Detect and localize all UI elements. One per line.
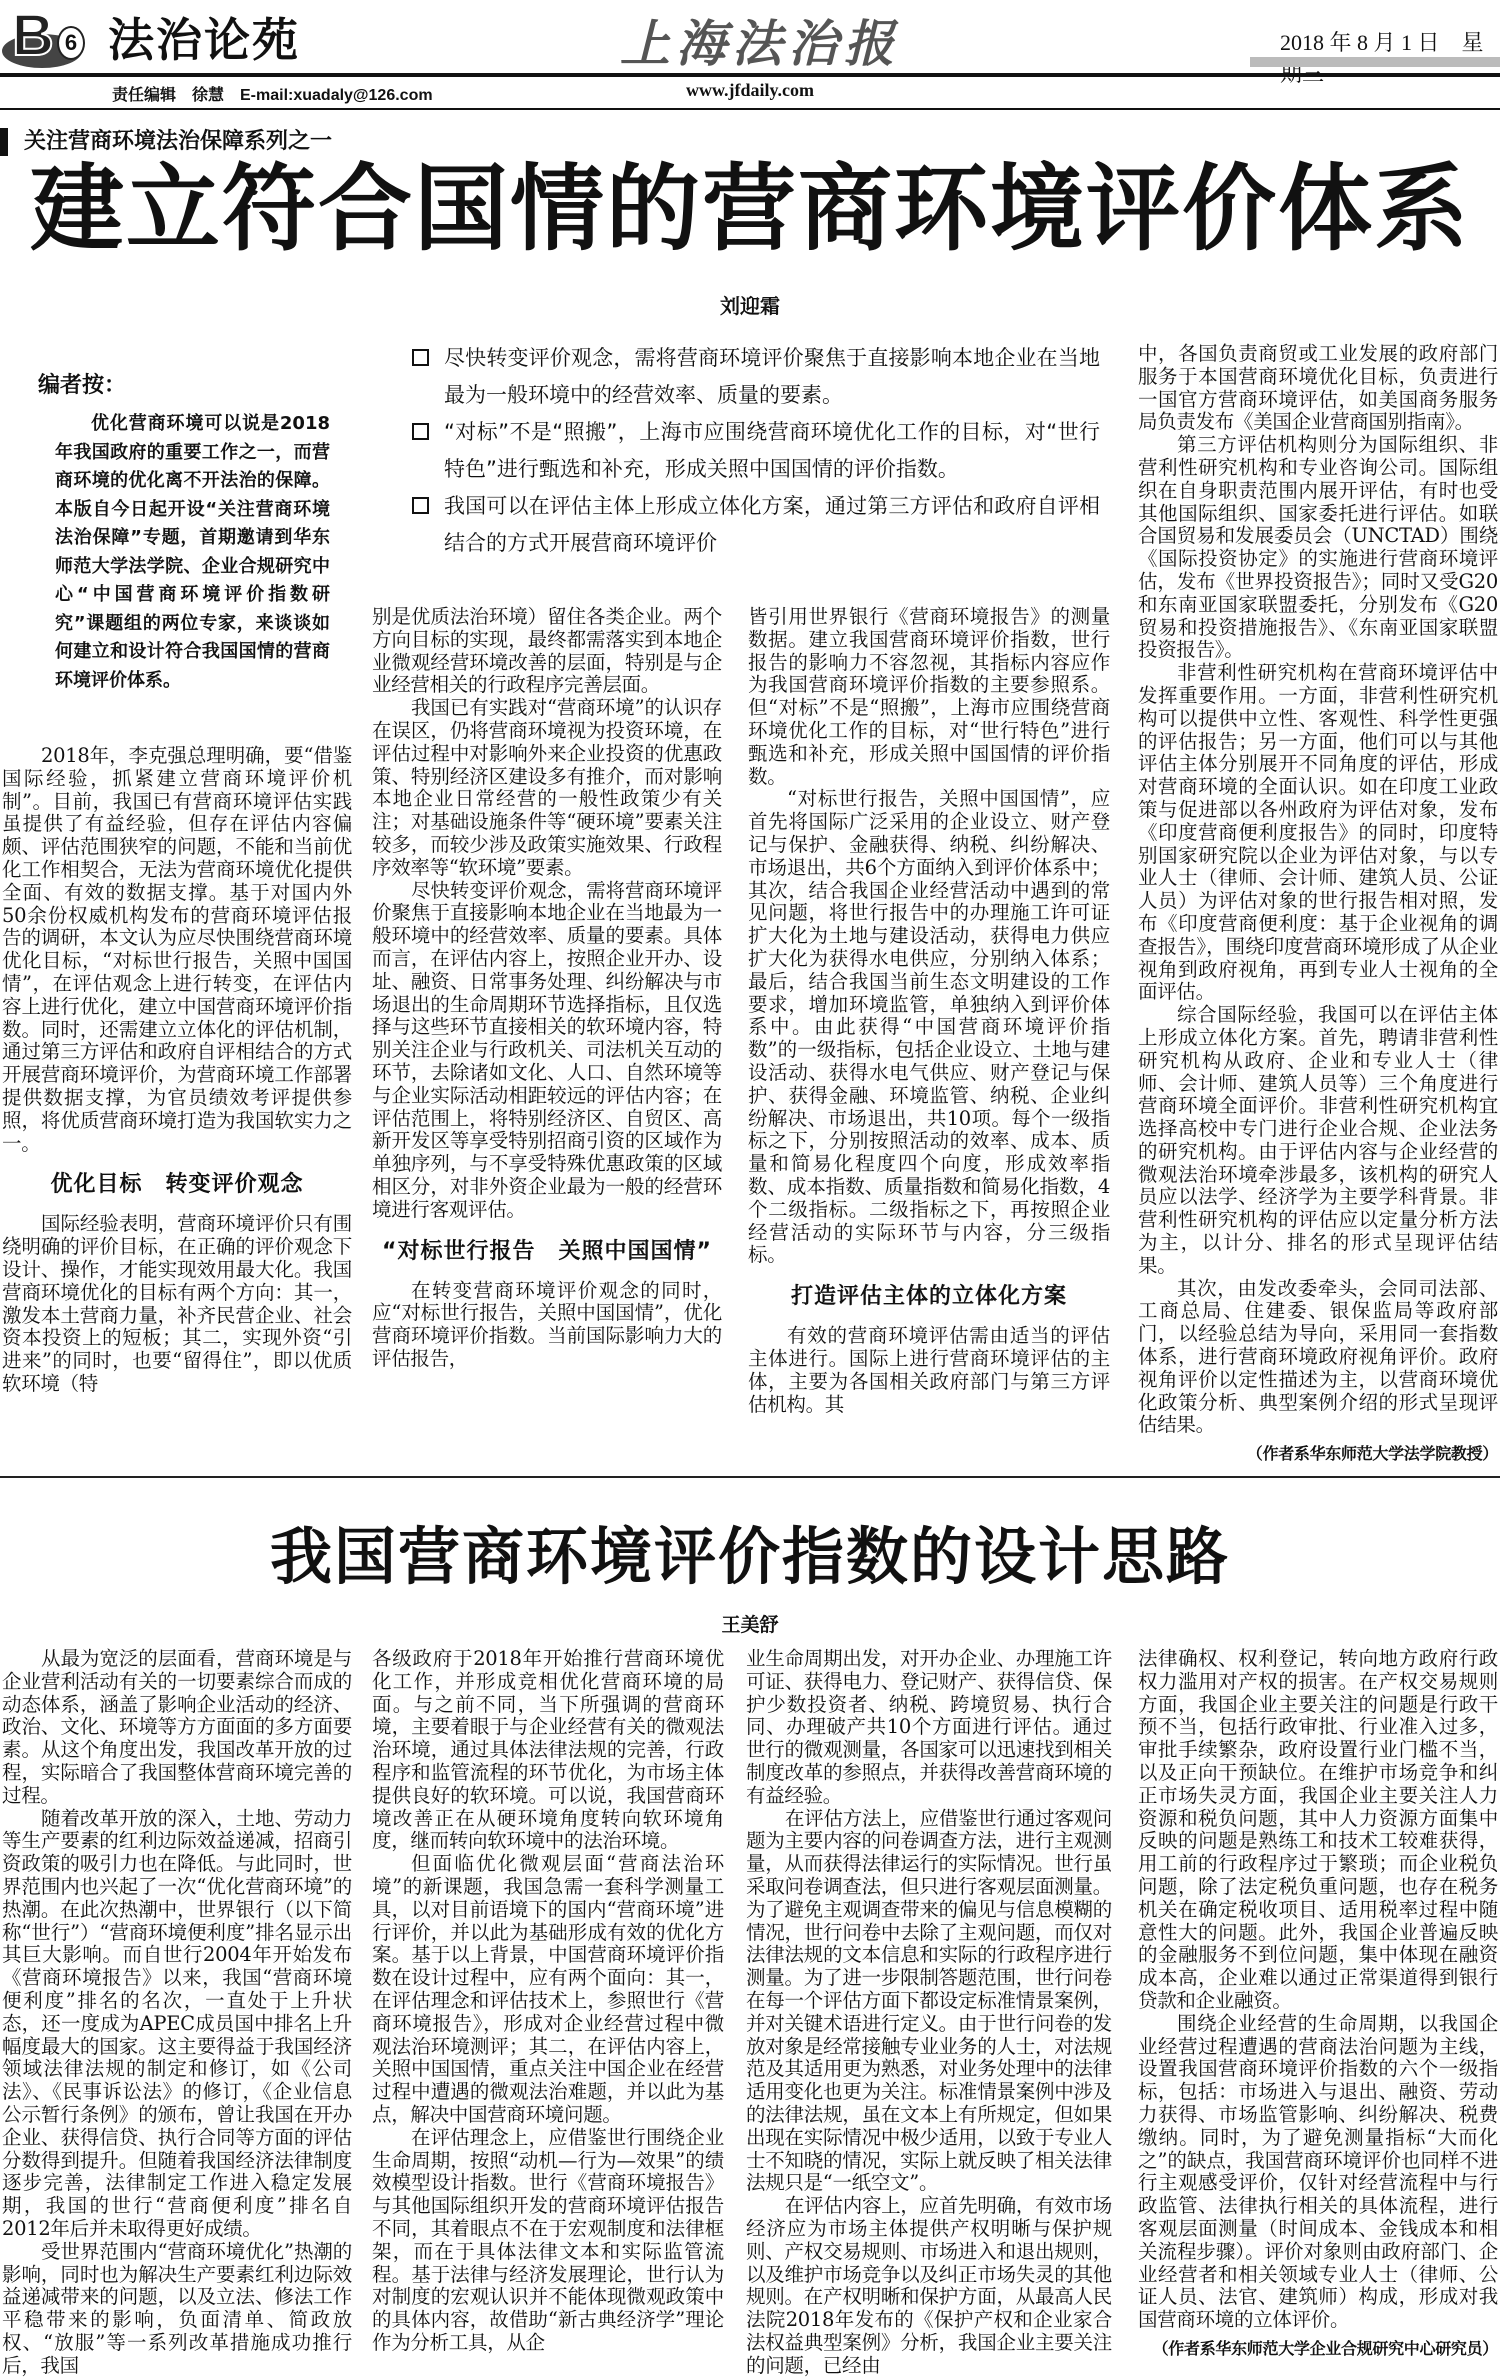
author-byline: （作者系华东师范大学企业合规研究中心研究员） — [1152, 2338, 1498, 2358]
series-kicker: 关注营商环境法治保障系列之一 — [0, 128, 332, 156]
issue-date: 2018 年 8 月 1 日 星 — [1280, 30, 1484, 55]
author-byline: （作者系华东师范大学法学院教授） — [1246, 1444, 1498, 1464]
body-paragraph: 有效的营商环境评估需由适当的评估主体进行。国际上进行营商环境评估的主体，主要为各国相关政府部门与第三方评估机构。其 — [748, 1324, 1110, 1416]
body-paragraph: 皆引用世界银行《营商环境报告》的测量数据。建立我国营商环境评价指数，世行报告的影响力不容忽视，其指标内容应作为我国营商环境评价指数的主要参照系。但“对标”不是“照搬”，上海市应围绕营商环境优化工作的目标，对“世行特色”进行甄选和补充，形成关照中国国情的评价指数。 — [748, 605, 1110, 788]
editor-info: 责任编辑 徐慧 E-mail:xuadaly@126.com — [112, 87, 433, 104]
body-paragraph: 在评估方法上，应借鉴世行通过客观问题为主要内容的问卷调查方法，进行主观测量，从而获得法律运行的实际情况。世行虽采取问卷调查法，但只进行客观层面测量。为了避免主观调查带来的偏见与信息模糊的情况，世行问卷中去除了主观问题，而仅对法律法规的文本信息和实际的行政程序进行测量。为了进一步限制答题范围，世行问卷在每一个评估方面下都设定标准情景案例，并对关键术语进行定义。由于世行问卷的发放对象是经常接触专业业务的人士，对法规范及其适用更为熟悉，对业务处理中的法律适用变化也更为关注。标准情景案例中涉及的法律法规，虽在文本上有所规定，但如果出现在实际情况中极少适用，以致于专业人士不知晓的情况，实际上就反映了相关法律法规只是“一纸空文”。 — [746, 1806, 1112, 2195]
page-letter: B — [12, 3, 54, 68]
key-point — [410, 340, 1100, 414]
body-paragraph: 从最为宽泛的层面看，营商环境是与企业营利活动有关的一切要素综合而成的动态体系，涵盖了影响企业活动的经济、政治、文化、环境等方方面面的多方面要素。从这个角度出发，我国改革开放的过程，实际暗合了我国整体营商环境完善的过程。 — [2, 1647, 352, 1807]
body-paragraph: 非营利性研究机构在营商环境评估中发挥重要作用。一方面，非营利性研究机构可以提供中立性、客观性、科学性更强的评估报告；另一方面，他们可以与其他评估主体分别展开不同角度的评估，形成对营商环境的全面认识。如在印度工业政策与促进部以各州政府为评估对象，发布《印度营商便利度报告》的同时，印度特别国家研究院以企业为评估对象，与以专业人士（律师、会计师、建筑人员、公证人员）为评估对象的世行报告相对照，发布《印度营商便利度：基于企业视角的调查报告》，围绕印度营商环境形成了从企业视角到政府视角，再到专业人士视角的全面评估。 — [1138, 661, 1498, 1004]
body-paragraph: 在评估理念上，应借鉴世行围绕企业生命周期，按照“动机—行为—效果”的绩效模型设计指数。世行《营商环境报告》与其他国际组织开发的营商环境评估报告不同，其着眼点不在于宏观制度和法律框架，而在于具体法律文本和实际监管流程。基于法律与经济发展理论，世行认为对制度的宏观认识并不能体现微观政策中的具体内容，故借助“新古典经济学”理论作为分析工具，从企 — [372, 2125, 724, 2354]
article1-column-4 — [1138, 343, 1498, 1466]
article2-author: 王美舒 — [721, 1614, 779, 1636]
article2-headline: 我国营商环境评价指数的设计思路 — [269, 1520, 1230, 1593]
checkbox-square-icon — [412, 423, 429, 440]
article1-column-3 — [748, 606, 1110, 1416]
body-paragraph: 综合国际经验，我国可以在评估主体上形成立体化方案。首先，聘请非营利性研究机构从政府、企业和专业人士（律师、会计师、建筑人员等）三个角度进行营商环境全面评价。非营利性研究机构宜选择高校中专门进行企业合规、企业法务的研究机构。由于评估内容与企业经营的微观法治环境牵涉最多，该机构的研究人员应以法学、经济学为主要学科背景。非营利性研究机构的评估应以定量分析方法为主，以计分、排名的形式呈现评估结果。 — [1138, 1003, 1498, 1277]
key-points — [410, 340, 1100, 562]
article1-headline: 建立符合国情的营商环境评价体系 — [29, 155, 1470, 264]
header-gray-bar — [1250, 57, 1500, 67]
editor-note-label: 编者按： — [38, 373, 127, 398]
page-number: 6 — [57, 26, 85, 60]
section-heading: 打造评估主体的立体化方案 — [790, 1284, 1067, 1310]
body-paragraph: 其次，由发改委牵头，会同司法部、工商总局、住建委、银保监局等政府部门，以经验总结为导向，采用同一套指数体系，进行营商环境政府视角评价。政府视角评价以定性描述为主，以营商环境优化政策分析、典型案例介绍的形式呈现评估结果。 — [1138, 1276, 1498, 1437]
body-paragraph: 随着改革开放的深入，土地、劳动力等生产要素的红利边际效益递减，招商引资政策的吸引力也在降低。与此同时，世界范围内也兴起了一次“优化营商环境”的热潮。在此次热潮中，世界银行（以下简称“世行”）“营商环境便利度”排名显示出其巨大影响。而自世行2004年开始发布《营商环境报告》以来，我国“营商环境便利度”排名的名次，一直处于上升状态，还一度成为APEC成员国中排名上升幅度最大的国家。这主要得益于我国经济领域法律法规的制定和修订，如《公司法》、《民事诉讼法》的修订，《企业信息公示暂行条例》的颁布，曾让我国在开办企业、获得信贷、执行合同等方面的评估分数得到提升。但随着我国经济法律制度逐步完善，法律制定工作进入稳定发展期，我国的世行“营商便利度”排名自2012年后并未取得更好成绩。 — [2, 1806, 352, 2240]
checkbox-square-icon — [412, 497, 429, 514]
section-heading: “对标世行报告 关照中国国情” — [382, 1238, 712, 1264]
section-name: 法治论苑 — [108, 13, 300, 67]
article2-column-4 — [1138, 1648, 1498, 2361]
website-link[interactable]: www.jfdaily.com — [686, 80, 814, 100]
page-number-logo — [2, 4, 94, 70]
article2-column-1 — [2, 1648, 352, 2378]
body-paragraph: 2018年，李克强总理明确，要“借鉴国际经验，抓紧建立营商环境评价机制”。目前，我国已有营商环境评估实践虽提供了有益经验，但存在评估内容偏颇、评估范围狭窄的问题，不能和当前优化工作相契合，无法为营商环境优化提供全面、有效的数据支撑。基于对国内外50余份权威机构发布的营商环境评估报告的调研，本文认为应尽快围绕营商环境优化目标，“对标世行报告，关照中国国情”，在评估观念上进行转变，在评估内容上进行优化，建立中国营商环境评价指数。同时，还需建立立体化的评估机制，通过第三方评估和政府自评相结合的方式开展营商环境评价，为营商环境工作部署提供数据支撑，为官员绩效考评提供参照，将优质营商环境打造为我国软实力之一。 — [2, 744, 352, 1155]
key-point-text: 尽快转变评价观念，需将营商环境评价聚焦于直接影响本地企业在当地最为一般环境中的经营效率、质量的要素。 — [444, 346, 1100, 407]
article1-column-1 — [2, 745, 352, 1396]
body-paragraph: “对标世行报告，关照中国国情”，应首先将国际广泛采用的企业设立、财产登记与保护、金融获得、纳税、纠纷解决、市场退出，共6个方面纳入到评价体系中；其次，结合我国企业经营活动中遇到的常见问题，将世行报告中的办理施工许可证扩大化为土地与建设活动，获得电力供应扩大化为获得水电供应，分别纳入体系；最后，结合我国当前生态文明建设的工作要求，增加环境监管，单独纳入到评价体系中。由此获得“中国营商环境评价指数”的一级指标，包括企业设立、土地与建设活动、获得水电气供应、财产登记与保护、获得金融、环境监管、纳税、企业纠纷解决、市场退出，共10项。每个一级指标之下，分别按照活动的效率、成本、质量和简易化程度四个向度，形成效率指数、成本指数、质量指数和简易化指数，4个二级指标。二级指标之下，再按照企业经营活动的实际环节与内容，分三级指标。 — [748, 787, 1110, 1267]
key-point-text: 我国可以在评估主体上形成立体化方案，通过第三方评估和政府自评相结合的方式开展营商环境评价 — [444, 494, 1100, 555]
header-rule — [0, 73, 1500, 77]
key-point-text: “对标”不是“照搬”，上海市应围绕营商环境优化工作的目标，对“世行特色”进行甄选和补充，形成关照中国国情的评价指数。 — [444, 420, 1100, 481]
body-paragraph: 法律确权、权利登记，转向地方政府行政权力滥用对产权的损害。在产权交易规则方面，我国企业主要关注的问题是行政干预不当，包括行政审批、行业准入过多，审批手续繁杂，政府设置行业门槛不当，以及正向干预缺位。在维护市场竞争和纠正市场失灵方面，我国企业主要关注人力资源和税负问题，其中人力资源方面集中反映的问题是熟练工和技术工较难获得，用工前的行政程序过于繁琐；而企业税负问题，除了法定税负重问题，也存在税务机关在确定税收项目、适用税率过程中随意性大的问题。此外，我国企业普遍反映的金融服务不到位问题，集中体现在融资成本高，企业难以通过正常渠道得到银行贷款和企业融资。 — [1138, 1647, 1498, 2012]
body-paragraph: 别是优质法治环境）留住各类企业。两个方向目标的实现，最终都需落实到本地企业微观经营环境改善的层面，特别是与企业经营相关的行政程序完善层面。 — [372, 605, 722, 697]
body-paragraph: 但面临优化微观层面“营商法治环境”的新课题，我国急需一套科学测量工具，以对目前语境下的国内“营商环境”进行评价，并以此为基础形成有效的优化方案。基于以上背景，中国营商环境评价指数在设计过程中，应有两个面向：其一，在评估理念和评估技术上，参照世行《营商环境报告》，形成对企业经营过程中微观法治环境测评；其二，在评估内容上，关照中国国情，重点关注中国企业在经营过程中遭遇的微观法治难题，并以此为基点，解决中国营商环境问题。 — [372, 1852, 724, 2126]
section-heading: 优化目标 转变评价观念 — [50, 1172, 304, 1198]
body-paragraph: 第三方评估机构则分为国际组织、非营利性研究机构和专业咨询公司。国际组织在自身职责范围内展开评估，有时也受其他国际组织、国家委托进行评估。如联合国贸易和发展委员会（UNCTAD）围绕《国际投资协定》的实施进行营商环境评估，发布《世界投资报告》；同时又受G20和东南亚国家联盟委托，分别发布《G20贸易和投资措施报告》、《东南亚国家联盟投资报告》。 — [1138, 433, 1498, 662]
body-paragraph: 我国已有实践对“营商环境”的认识存在误区，仍将营商环境视为投资环境，在评估过程中对影响外来企业投资的优惠政策、特别经济区建设多有推介，而对影响本地企业日常经营的一般性政策少有关注；对基础设施条件等“硬环境”要素关注较多，而较少涉及政策实施效果、行政程序效率等“软环境”要素。 — [372, 696, 722, 879]
body-paragraph: 受世界范围内“营商环境优化”热潮的影响，同时也为解决生产要素红利边际效益递减带来的问题，以及立法、修法工作平稳带来的影响，负面清单、简政放权、“放服”等一系列改革措施成功推行后，我国 — [2, 2239, 352, 2377]
editor-note-text: 优化营商环境可以说是2018年我国政府的重要工作之一，而营商环境的优化离不开法治的保障。本版自今日起开设“关注营商环境法治保障”专题，首期邀请到华东师范大学法学院、企业合规研究中心“中国营商环境评价指数研究”课题组的两位专家，来谈谈如何建立和设计符合我国国情的营商环境评价体系。 — [55, 413, 330, 691]
body-paragraph: 在转变营商环境评价观念的同时，应“对标世行报告，关照中国国情”，优化营商环境评价指数。当前国际影响力大的评估报告， — [372, 1278, 722, 1370]
body-paragraph: 中，各国负责商贸或工业发展的政府部门服务于本国营商环境优化目标，负责进行一国官方营商环境评估，如美国商务服务局负责发布《美国企业营商国别指南》。 — [1138, 342, 1498, 434]
checkbox-square-icon — [412, 349, 429, 366]
body-paragraph: 业生命周期出发，对开办企业、办理施工许可证、获得电力、登记财产、获得信贷、保护少数投资者、纳税、跨境贸易、执行合同、办理破产共10个方面进行评估。通过世行的微观测量，各国家可以迅速找到相关制度改革的参照点，并获得改善营商环境的有益经验。 — [746, 1647, 1112, 1807]
body-paragraph: 尽快转变评价观念，需将营商环境评价聚焦于直接影响本地企业在当地最为一般环境中的经营效率、质量的要素。具体而言，在评估内容上，按照企业开办、设址、融资、日常事务处理、纠纷解决与市场退出的生命周期环节选择指标，且仅选择与这些环节直接相关的软环境内容，特别关注企业与行政机关、司法机关互动的环节，去除诸如文化、人口、自然环境等与企业实际活动相距较远的评估内容；在评估范围上，将特别经济区、自贸区、高新开发区等享受特别招商引资的区域作为单独序列，与不享受特殊优惠政策的区域相区分，对非外资企业最为一般的经营环境进行客观评估。 — [372, 878, 722, 1221]
body-paragraph: 各级政府于2018年开始推行营商环境优化工作，并形成竞相优化营商环境的局面。与之前不同，当下所强调的营商环境，主要着眼于与企业经营有关的微观法治环境，通过具体法律法规的完善，行政程序和监管流程的环节优化，为市场主体提供良好的软环境。可以说，我国营商环境改善正在从硬环境角度转向软环境角度，继而转向软环境中的法治环境。 — [372, 1647, 724, 1853]
article2-column-3 — [746, 1648, 1112, 2378]
article-divider — [0, 1476, 1500, 1478]
body-paragraph: 在评估内容上，应首先明确，有效市场经济应为市场主体提供产权明晰与保护规则、产权交易规则、市场进入和退出规则，以及维护市场竞争以及纠正市场失灵的其他规则。在产权明晰和保护方面，从最高人民法院2018年发布的《保护产权和企业家合法权益典型案例》分析，我国企业主要关注的问题，已经由 — [746, 2194, 1112, 2377]
article1-author: 刘迎霜 — [720, 294, 780, 318]
article2-column-2 — [372, 1648, 724, 2355]
body-paragraph: 国际经验表明，营商环境评价只有围绕明确的评价目标，在正确的评价观念下设计、操作，才能实现效用最大化。我国营商环境优化的目标有两个方向：其一，激发本土营商力量，补齐民营企业、社会资本投资上的短板；其二，实现外资“引进来”的同时，也要“留得住”，即以优质软环境（特 — [2, 1212, 352, 1395]
key-point — [410, 414, 1100, 488]
article1-column-2 — [372, 606, 722, 1371]
key-point — [410, 488, 1100, 562]
body-paragraph: 围绕企业经营的生命周期，以我国企业经营过程遭遇的营商法治问题为主线，设置我国营商环境评价指数的六个一级指标，包括：市场进入与退出、融资、劳动力获得、市场监管影响、纠纷解决、税费缴纳。同时，为了避免测量指标“大而化之”的缺点，我国营商环境评价也同样不进行主观感受评价，仅针对经营流程中与行政监管、法律执行相关的具体流程，进行客观层面测量（时间成本、金钱成本和相关流程步骤）。评价对象则由政府部门、企业经营者和相关领域专业人士（律师、公证人员、法官、建筑师）构成，形成对我国营商环境的立体评价。 — [1138, 2011, 1498, 2332]
header-bottom-rule — [0, 108, 1500, 110]
newspaper-masthead: 上海法治报 — [620, 14, 900, 73]
